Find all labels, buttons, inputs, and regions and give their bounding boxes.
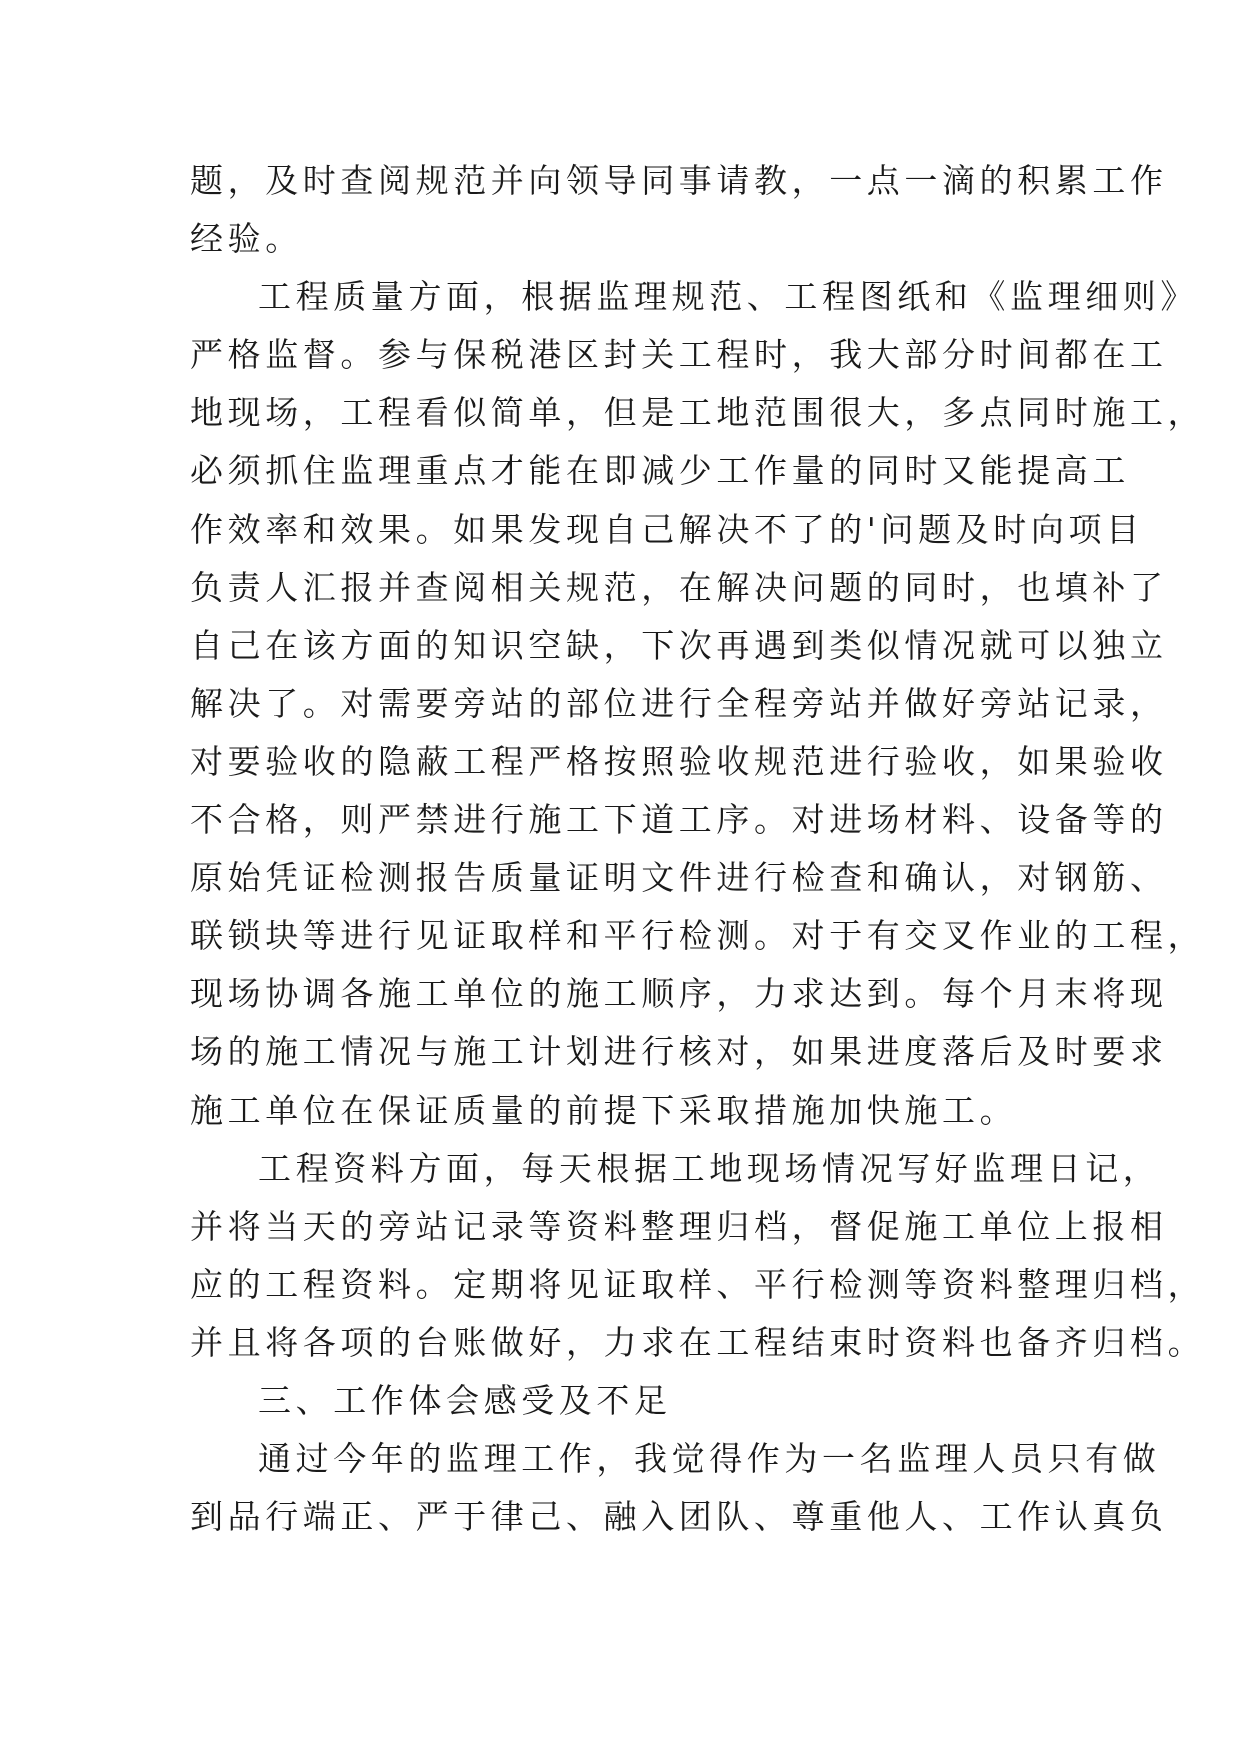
- text-line: 到品行端正、严于律己、融入团队、尊重他人、工作认真负: [190, 1497, 1168, 1537]
- text-line: 自己在该方面的知识空缺，下次再遇到类似情况就可以独立: [190, 625, 1168, 665]
- text-line: 必须抓住监理重点才能在即减少工作量的同时又能提高工: [190, 451, 1130, 491]
- text-line: 应的工程资料。定期将见证取样、平行检测等资料整理归档，: [190, 1264, 1206, 1304]
- text-line: 对要验收的隐蔽工程严格按照验收规范进行验收，如果验收: [190, 741, 1168, 781]
- text-line: 并且将各项的台账做好，力求在工程结束时资料也备齐归档。: [190, 1322, 1206, 1362]
- section-heading: 三、工作体会感受及不足: [258, 1380, 672, 1420]
- paragraph-start-line: 通过今年的监理工作，我觉得作为一名监理人员只有做: [258, 1439, 1161, 1479]
- text-line: 作效率和效果。如果发现自己解决不了的'问题及时向项目: [190, 509, 1144, 549]
- text-line: 题，及时查阅规范并向领导同事请教，一点一滴的积累工作: [190, 161, 1168, 200]
- body-text: [190, 152, 1206, 1546]
- text-line: 现场协调各施工单位的施工顺序，力求达到。每个月末将现: [190, 974, 1168, 1014]
- text-line: 负责人汇报并查阅相关规范，在解决问题的同时，也填补了: [190, 567, 1168, 607]
- text-line: 联锁块等进行见证取样和平行检测。对于有交叉作业的工程，: [190, 916, 1206, 956]
- text-line: 严格监督。参与保税港区封关工程时，我大部分时间都在工: [190, 335, 1168, 375]
- text-line: 施工单位在保证质量的前提下采取措施加快施工。: [190, 1090, 1018, 1130]
- paragraph-start-line: 工程质量方面，根据监理规范、工程图纸和《监理细则》: [258, 277, 1198, 317]
- text-line: 不合格，则严禁进行施工下道工序。对进场材料、设备等的: [190, 800, 1168, 840]
- text-line: 场的施工情况与施工计划进行核对，如果进度落后及时要求: [190, 1032, 1168, 1072]
- text-line: 地现场，工程看似简单，但是工地范围很大，多点同时施工，: [190, 393, 1206, 433]
- text-line: 原始凭证检测报告质量证明文件进行检查和确认，对钢筋、: [190, 858, 1168, 898]
- text-line: 并将当天的旁站记录等资料整理归档，督促施工单位上报相: [190, 1206, 1168, 1246]
- text-line: 经验。: [190, 219, 303, 259]
- paragraph-start-line: 工程资料方面，每天根据工地现场情况写好监理日记，: [258, 1148, 1161, 1188]
- text-line: 解决了。对需要旁站的部位进行全程旁站并做好旁站记录，: [190, 683, 1168, 723]
